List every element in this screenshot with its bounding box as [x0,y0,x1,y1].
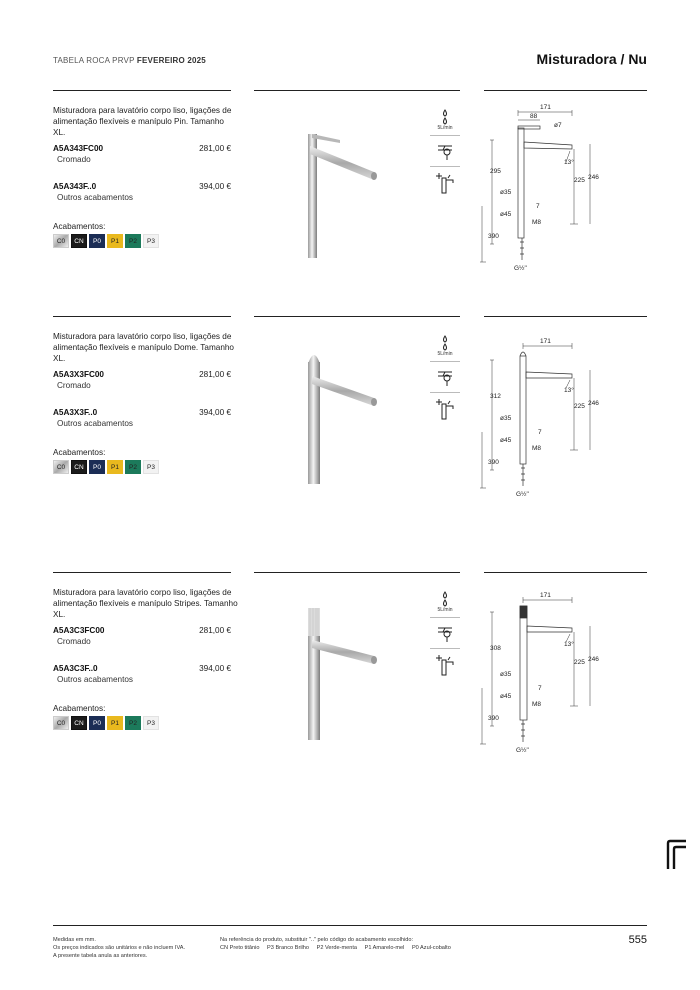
product-finish: Cromado [57,381,91,390]
tall-basin-mixer-icon [430,393,460,424]
tall-basin-mixer-icon [430,649,460,680]
feature-icons [430,105,460,198]
dim-d45: ø45 [500,693,512,700]
swatch-p2: P2 [125,716,141,730]
finishes-label: Acabamentos: [53,222,106,231]
swatch-p2: P2 [125,234,141,248]
product-row [53,664,231,684]
brand-logo-icon [666,839,688,871]
finish-swatches [53,716,159,730]
dim-seven: 7 [538,429,542,436]
swatch-cn: CN [71,460,87,474]
water-flow-icon: 5L/min [430,587,460,618]
product-code: A5A343FC00 [53,144,104,153]
dim-d35: ø35 [500,189,512,196]
swatch-p2: P2 [125,460,141,474]
swatch-c0: C0 [53,460,69,474]
dim-seven: 7 [536,203,540,210]
swatch-c0: C0 [53,234,69,248]
page-title: Misturadora / Nu [536,51,647,67]
product-row [53,144,231,164]
dim-d35: ø35 [500,415,512,422]
dim-angle: 13° [564,387,574,394]
page-number: 555 [628,934,647,946]
dim-seven: 7 [538,685,542,692]
dim-h390: 390 [488,459,499,466]
technical-drawing [478,330,608,500]
header-catalog-label: TABELA ROCA PRVP FEVEREIRO 2025 [53,56,206,65]
footer-finish-codes: Na referência do produto, substituir ".." pelo código do acabamento escolhido: CN Preto titânio P3 Branco Brilho P2 Verde-menta P1 Amarelo-mel P0 Azul-cobalto [220,937,451,951]
dim-d45: ø45 [500,211,512,218]
product-finish: Outros acabamentos [57,675,134,684]
product-row [53,626,231,646]
product-description: Misturadora para lavatório corpo liso, ligações de alimentação flexíveis e manípulo Stripes. Tamanho XL. [53,588,238,619]
swatch-p1: P1 [107,716,123,730]
product-code: A5A3X3F..0 [53,408,98,417]
swatch-p1: P1 [107,460,123,474]
dim-width: 171 [540,104,551,111]
product-finish: Cromado [57,637,91,646]
product-code: A5A3X3FC00 [53,370,104,379]
product-finish: Outros acabamentos [57,419,134,428]
swatch-cn: CN [71,234,87,248]
product-row [53,370,231,390]
swatch-p3: P3 [143,716,159,730]
product-section-2 [0,316,700,526]
dim-h225: 225 [574,659,585,666]
product-row [53,408,231,428]
swatch-p3: P3 [143,460,159,474]
product-finish: Outros acabamentos [57,193,134,202]
swatch-p1: P1 [107,234,123,248]
product-finish: Cromado [57,155,91,164]
dim-g: G½" [516,491,529,498]
faucet-stripes-image [290,602,400,742]
finish-swatches [53,234,159,248]
product-row [53,182,231,202]
dim-g: G½" [516,747,529,754]
product-description: Misturadora para lavatório corpo liso, ligações de alimentação flexíveis e manípulo Pin. Tamanho XL. [53,106,232,137]
dim-thread: M8 [532,445,542,452]
product-code: A5A3C3FC00 [53,626,105,635]
product-price: 281,00 € [199,144,231,153]
dim-h225: 225 [574,177,585,184]
footer-divider [53,925,647,926]
dim-width: 171 [540,592,551,599]
swatch-c0: C0 [53,716,69,730]
dim-diam-top: ø7 [554,122,562,129]
dim-height-body: 312 [490,393,501,400]
water-flow-icon: 5L/min [430,105,460,136]
finishes-label: Acabamentos: [53,448,106,457]
dim-angle: 13° [564,159,574,166]
swatch-p3: P3 [143,234,159,248]
dim-h246: 246 [588,174,599,181]
swatch-p0: P0 [89,234,105,248]
dim-width: 171 [540,338,551,345]
dim-d35: ø35 [500,671,512,678]
dim-h390: 390 [488,233,499,240]
dim-spout: 88 [530,113,538,120]
feature-icons [430,331,460,424]
dim-h225: 225 [574,403,585,410]
swatch-p0: P0 [89,460,105,474]
feature-icons [430,587,460,680]
dim-h246: 246 [588,656,599,663]
product-price: 281,00 € [199,626,231,635]
dim-g: G½" [514,265,527,272]
product-price: 394,00 € [199,182,231,191]
dim-thread: M8 [532,219,542,226]
swatch-p0: P0 [89,716,105,730]
product-code: A5A3C3F..0 [53,664,98,673]
dim-height-body: 295 [490,168,501,175]
technical-drawing [478,586,608,756]
finish-swatches [53,460,159,474]
faucet-pin-image [290,120,400,260]
dim-thread: M8 [532,701,542,708]
dim-angle: 13° [564,641,574,648]
single-lever-icon [430,136,460,167]
finishes-label: Acabamentos: [53,704,106,713]
tall-basin-mixer-icon [430,167,460,198]
faucet-dome-image [290,346,400,486]
product-code: A5A343F..0 [53,182,97,191]
product-price: 281,00 € [199,370,231,379]
water-flow-icon: 5L/min [430,331,460,362]
product-section-3 [0,572,700,782]
product-price: 394,00 € [199,408,231,417]
product-description: Misturadora para lavatório corpo liso, ligações de alimentação flexíveis e manípulo Dome. Tamanho XL. [53,332,234,363]
dim-d45: ø45 [500,437,512,444]
product-section-1 [0,90,700,300]
product-price: 394,00 € [199,664,231,673]
footer-notes: Medidas em mm. Os preços indicados são unitários e não incluem IVA. A presente tabela anula as anteriores. [53,937,186,959]
dim-height-body: 308 [490,645,501,652]
technical-drawing [478,104,608,274]
dim-h390: 390 [488,715,499,722]
single-lever-icon [430,362,460,393]
swatch-cn: CN [71,716,87,730]
single-lever-icon [430,618,460,649]
dim-h246: 246 [588,400,599,407]
